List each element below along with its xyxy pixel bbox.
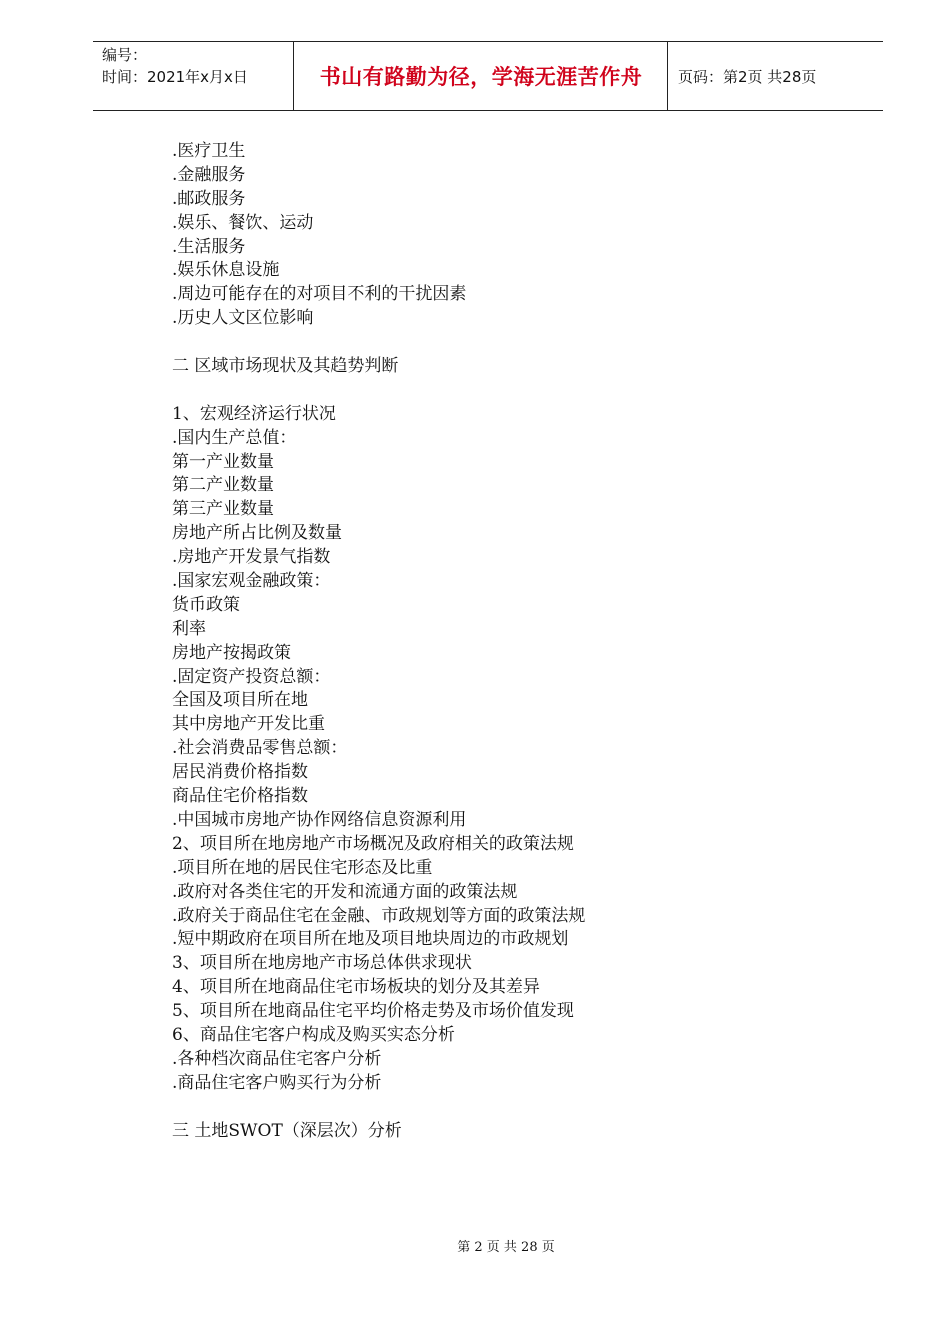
text-line: .娱乐休息设施 bbox=[172, 260, 280, 281]
text-line: .娱乐、餐饮、运动 bbox=[172, 212, 314, 233]
text-line: 货币政策 bbox=[172, 594, 240, 615]
text-line: .政府对各类住宅的开发和流通方面的政策法规 bbox=[172, 881, 518, 902]
text-line: 房地产所占比例及数量 bbox=[172, 523, 342, 544]
text-line: 利率 bbox=[172, 618, 206, 639]
document-body bbox=[172, 140, 812, 1143]
document-number-label: 编号： bbox=[102, 46, 148, 64]
text-line: .国家宏观金融政策： bbox=[172, 571, 331, 592]
text-line: 1、宏观经济运行状况 bbox=[172, 403, 336, 424]
header-motto: 书山有路勤为径，学海无涯苦作舟 bbox=[319, 65, 643, 89]
text-line: 5、项目所在地商品住宅平均价格走势及市场价值发现 bbox=[172, 1001, 574, 1022]
text-line: .邮政服务 bbox=[172, 188, 246, 209]
text-line: 商品住宅价格指数 bbox=[172, 786, 308, 807]
text-line: 第一产业数量 bbox=[172, 451, 274, 472]
text-line: 全国及项目所在地 bbox=[172, 690, 308, 711]
text-line: .社会消费品零售总额： bbox=[172, 738, 348, 759]
text-line: 其中房地产开发比重 bbox=[172, 714, 325, 735]
section-2-title: 二 区域市场现状及其趋势判断 bbox=[172, 356, 399, 377]
header-motto-cell bbox=[295, 42, 668, 110]
text-line: .短中期政府在项目所在地及项目地块周边的市政规划 bbox=[172, 929, 569, 950]
text-line: .项目所在地的居民住宅形态及比重 bbox=[172, 857, 433, 878]
text-line: .生活服务 bbox=[172, 236, 246, 257]
text-line: .政府关于商品住宅在金融、市政规划等方面的政策法规 bbox=[172, 905, 586, 926]
page-header bbox=[93, 41, 883, 111]
page-footer bbox=[0, 1236, 950, 1255]
text-line: 房地产按揭政策 bbox=[172, 642, 291, 663]
text-line: .各种档次商品住宅客户分析 bbox=[172, 1048, 382, 1069]
text-line: 第二产业数量 bbox=[172, 475, 274, 496]
text-line: .商品住宅客户购买行为分析 bbox=[172, 1072, 382, 1093]
text-line: .固定资产投资总额： bbox=[172, 666, 331, 687]
header-page-info: 页码：第2页 共28页 bbox=[678, 67, 817, 86]
market-analysis-list bbox=[172, 403, 812, 1096]
document-time-label: 时间：2021年x月x日 bbox=[102, 68, 248, 86]
section-3-title: 三 土地SWOT（深层次）分析 bbox=[172, 1120, 402, 1141]
header-meta bbox=[93, 42, 294, 110]
text-line: .国内生产总值： bbox=[172, 427, 297, 448]
header-page-cell bbox=[668, 42, 883, 110]
facility-list bbox=[172, 140, 812, 331]
text-line: .周边可能存在的对项目不利的干扰因素 bbox=[172, 284, 467, 305]
text-line: .医疗卫生 bbox=[172, 141, 246, 161]
text-line: 4、项目所在地商品住宅市场板块的划分及其差异 bbox=[172, 977, 540, 998]
text-line: 居民消费价格指数 bbox=[172, 762, 308, 783]
text-line: .中国城市房地产协作网络信息资源利用 bbox=[172, 809, 467, 830]
text-line: 3、项目所在地房地产市场总体供求现状 bbox=[172, 953, 472, 974]
footer-page-number: 第 2 页 共 28 页 bbox=[457, 1240, 555, 1255]
text-line: 6、商品住宅客户构成及购买实态分析 bbox=[172, 1024, 455, 1045]
text-line: .金融服务 bbox=[172, 164, 246, 185]
text-line: 第三产业数量 bbox=[172, 499, 274, 520]
text-line: .历史人文区位影响 bbox=[172, 308, 314, 329]
text-line: .房地产开发景气指数 bbox=[172, 547, 331, 568]
text-line: 2、项目所在地房地产市场概况及政府相关的政策法规 bbox=[172, 833, 574, 854]
